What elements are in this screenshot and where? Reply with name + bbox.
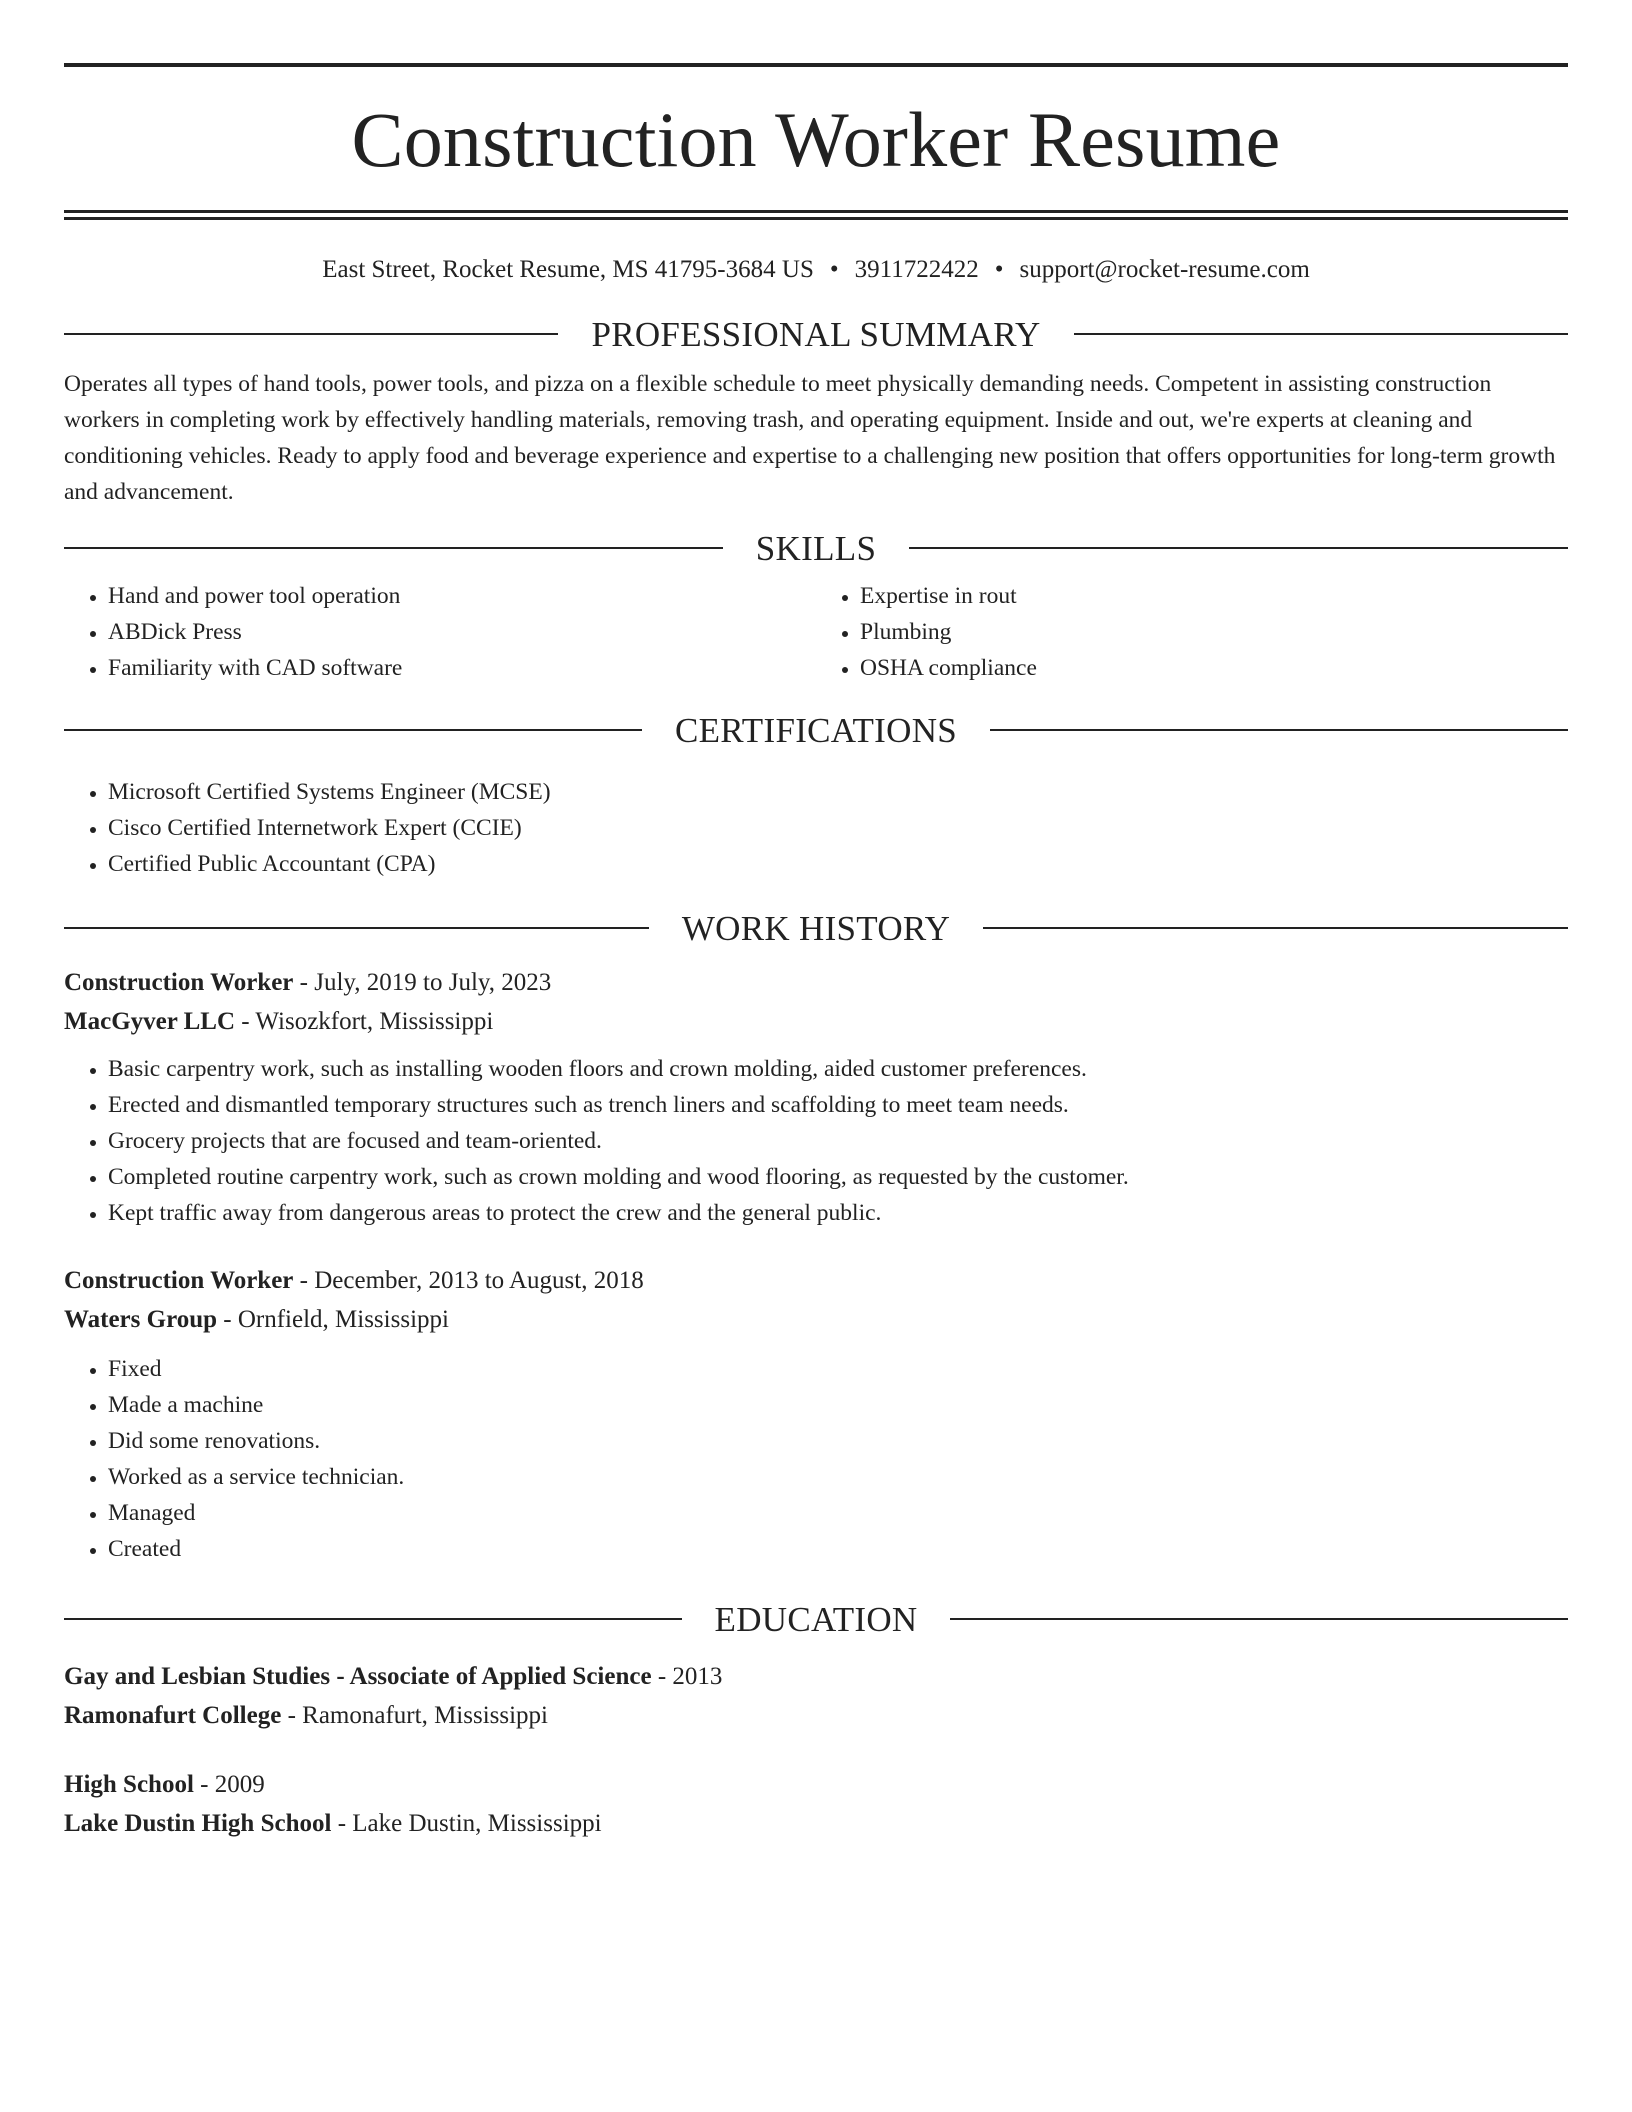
heading-rule: [983, 927, 1568, 929]
education-degree-line: [64, 1657, 1568, 1696]
education-year: - 2013: [651, 1663, 723, 1690]
job-title-line: [64, 963, 1568, 1002]
skill-item: • Plumbing: [860, 614, 1568, 650]
job-company-line: [64, 1300, 1568, 1339]
heading-rule: [990, 729, 1568, 731]
job-bullet: • Kept traffic away from dangerous areas to protect the crew and the general public.: [108, 1195, 1568, 1231]
heading-rule: [64, 333, 558, 335]
skill-item: • Familiarity with CAD software: [108, 650, 816, 686]
heading-rule: [950, 1618, 1568, 1620]
education-entry: [64, 1765, 1568, 1843]
education-degree-line: [64, 1765, 1568, 1804]
job-bullet: • Created: [108, 1531, 1568, 1567]
heading-rule: [64, 927, 649, 929]
job-title-line: [64, 1261, 1568, 1300]
work-section-heading: [64, 908, 1568, 948]
job-location: - Wisozkfort, Mississippi: [235, 1008, 494, 1035]
summary-heading: PROFESSIONAL SUMMARY: [591, 314, 1041, 354]
job-bullet: • Did some renovations.: [108, 1423, 1568, 1459]
job-bullet: • Managed: [108, 1495, 1568, 1531]
job-company: MacGyver LLC: [64, 1008, 236, 1035]
skill-item: • Expertise in rout: [860, 578, 1568, 614]
contact-separator: •: [994, 256, 1004, 283]
heading-rule: [64, 547, 723, 549]
contact-address: East Street, Rocket Resume, MS 41795-3684 US: [322, 256, 814, 283]
top-rule: [64, 63, 1568, 67]
certification-item: • Microsoft Certified Systems Engineer (MCSE): [108, 774, 1568, 810]
education-school: Ramonafurt College: [64, 1702, 282, 1729]
summary-text: Operates all types of hand tools, power tools, and pizza on a flexible schedule to meet physically demanding needs. Competent in assisting construction workers in completing work by effectively handling materials, removing trash, and operating equipment. Inside and out, we're experts at cleaning and conditioning vehicles. Ready to apply food and beverage experience and expertise to a challenging new position that offers opportunities for long-term growth and advancement.: [64, 371, 1556, 505]
job-bullet: • Grocery projects that are focused and team-oriented.: [108, 1123, 1568, 1159]
skill-item: • ABDick Press: [108, 614, 816, 650]
skill-item: • OSHA compliance: [860, 650, 1568, 686]
education-degree: High School: [64, 1771, 194, 1798]
resume-title: Construction Worker Resume: [351, 96, 1281, 183]
skills-section-heading: [64, 528, 1568, 568]
skills-column-right: [816, 578, 1568, 686]
job-bullet: • Erected and dismantled temporary structures such as trench liners and scaffolding to meet team needs.: [108, 1087, 1568, 1123]
summary-section-heading: [64, 314, 1568, 354]
heading-rule: [1074, 333, 1568, 335]
skills-heading: SKILLS: [755, 528, 877, 568]
heading-rule: [909, 547, 1568, 549]
job-dates: - December, 2013 to August, 2018: [293, 1267, 644, 1294]
job-company: Waters Group: [64, 1306, 218, 1333]
job-title: Construction Worker: [64, 969, 294, 996]
education-year: - 2009: [193, 1771, 265, 1798]
contact-separator: •: [829, 256, 839, 283]
job-bullet: • Fixed: [108, 1351, 1568, 1387]
education-heading: EDUCATION: [714, 1599, 918, 1639]
skills-list: [64, 578, 1568, 686]
certification-item: • Cisco Certified Internetwork Expert (CCIE): [108, 810, 1568, 846]
job-company-line: [64, 1002, 1568, 1041]
skill-item: • Hand and power tool operation: [108, 578, 816, 614]
contact-email[interactable]: support@rocket-resume.com: [1019, 256, 1310, 283]
title-double-rule: [64, 210, 1568, 220]
job-bullets: [64, 1051, 1568, 1231]
education-school-line: [64, 1804, 1568, 1843]
certifications-heading: CERTIFICATIONS: [674, 710, 958, 750]
certification-item: • Certified Public Accountant (CPA): [108, 846, 1568, 882]
job-dates: - July, 2019 to July, 2023: [293, 969, 552, 996]
job-bullet: • Made a machine: [108, 1387, 1568, 1423]
heading-rule: [64, 729, 642, 731]
job-bullet: • Basic carpentry work, such as installing wooden floors and crown molding, aided customer preferences.: [108, 1051, 1568, 1087]
job-entry: [64, 963, 1568, 1231]
certifications-section-heading: [64, 710, 1568, 750]
heading-rule: [64, 1618, 682, 1620]
job-entry: [64, 1261, 1568, 1567]
job-bullet: • Completed routine carpentry work, such as crown molding and wood flooring, as requested by the customer.: [108, 1159, 1568, 1195]
job-location: - Ornfield, Mississippi: [217, 1306, 449, 1333]
education-section-heading: [64, 1599, 1568, 1639]
skills-column-left: [64, 578, 816, 686]
contact-phone[interactable]: 3911722422: [854, 256, 979, 283]
work-heading: WORK HISTORY: [681, 908, 951, 948]
education-degree: Gay and Lesbian Studies - Associate of Applied Science: [64, 1663, 652, 1690]
education-location: - Lake Dustin, Mississippi: [331, 1810, 602, 1837]
job-bullets: [64, 1351, 1568, 1567]
education-school-line: [64, 1696, 1568, 1735]
certifications-list: [64, 774, 1568, 882]
education-school: Lake Dustin High School: [64, 1810, 332, 1837]
job-bullet: • Worked as a service technician.: [108, 1459, 1568, 1495]
job-title: Construction Worker: [64, 1267, 294, 1294]
education-entry: [64, 1657, 1568, 1735]
education-location: - Ramonafurt, Mississippi: [281, 1702, 548, 1729]
contact-line: [64, 257, 1568, 282]
